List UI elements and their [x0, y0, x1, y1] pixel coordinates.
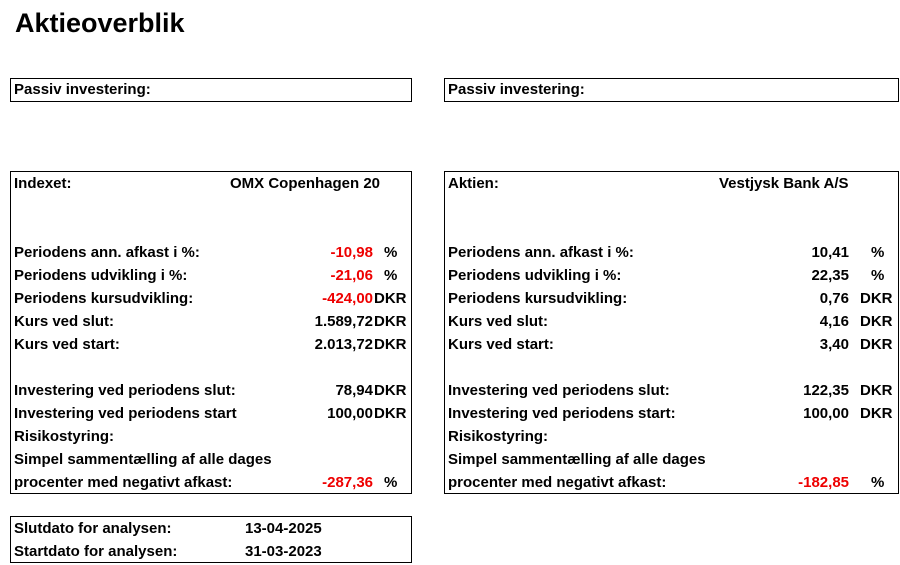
- index-price-start-unit: DKR: [374, 336, 407, 353]
- index-price-end-label: Kurs ved slut:: [14, 313, 115, 330]
- start-date-value: 31-03-2023: [245, 543, 322, 560]
- start-date-label: Startdato for analysen:: [14, 543, 178, 560]
- stock-name: Vestjysk Bank A/S: [719, 175, 849, 192]
- stock-invest-end-label: Investering ved periodens slut:: [448, 382, 670, 399]
- end-date-label: Slutdato for analysen:: [14, 520, 172, 537]
- index-invest-start-unit: DKR: [374, 405, 407, 422]
- stock-development-value: 22,35: [811, 267, 849, 284]
- index-risk-label: Risikostyring:: [14, 428, 115, 445]
- stock-price-start-unit: DKR: [860, 336, 893, 353]
- index-invest-end-value: 78,94: [335, 382, 373, 399]
- index-simple-sum-value: -287,36: [322, 474, 373, 491]
- stock-invest-start-unit: DKR: [860, 405, 893, 422]
- index-price-dev-label: Periodens kursudvikling:: [14, 290, 194, 307]
- stock-simple-sum-value: -182,85: [798, 474, 849, 491]
- stock-simple-sum-label-2: procenter med negativt afkast:: [448, 474, 667, 491]
- stock-simple-sum-label-1: Simpel sammentælling af alle dages: [448, 451, 706, 468]
- index-ann-return-unit: %: [384, 244, 398, 261]
- end-date-value: 13-04-2025: [245, 520, 322, 537]
- stock-price-dev-unit: DKR: [860, 290, 893, 307]
- passive-label-right: Passiv investering:: [448, 81, 585, 98]
- index-simple-sum-label-2: procenter med negativt afkast:: [14, 474, 233, 491]
- stock-price-dev-label: Periodens kursudvikling:: [448, 290, 628, 307]
- stock-invest-end-value: 122,35: [803, 382, 849, 399]
- stock-price-end-value: 4,16: [819, 313, 849, 330]
- index-price-start-value: 2.013,72: [314, 336, 373, 353]
- index-price-dev-value: -424,00: [322, 290, 373, 307]
- stock-label: Aktien:: [448, 175, 499, 192]
- stock-invest-start-label: Investering ved periodens start:: [448, 405, 676, 422]
- stock-invest-end-unit: DKR: [860, 382, 893, 399]
- stock-ann-return-value: 10,41: [811, 244, 849, 261]
- index-simple-sum-label-1: Simpel sammentælling af alle dages: [14, 451, 272, 468]
- passive-box-right: [444, 78, 899, 102]
- index-development-unit: %: [384, 267, 398, 284]
- stock-development-unit: %: [871, 267, 885, 284]
- stock-simple-sum-unit: %: [871, 474, 885, 491]
- index-ann-return-value: -10,98: [330, 244, 373, 261]
- index-price-end-value: 1.589,72: [314, 313, 373, 330]
- stock-development-label: Periodens udvikling i %:: [448, 267, 622, 284]
- stock-price-dev-value: 0,76: [819, 290, 849, 307]
- index-name: OMX Copenhagen 20: [230, 175, 381, 192]
- index-ann-return-label: Periodens ann. afkast i %:: [14, 244, 200, 261]
- stock-price-start-value: 3,40: [819, 336, 849, 353]
- stock-panel: [444, 171, 899, 494]
- page-title: Aktieoverblik: [15, 8, 185, 38]
- stock-price-end-label: Kurs ved slut:: [448, 313, 549, 330]
- index-price-dev-unit: DKR: [374, 290, 407, 307]
- index-development-value: -21,06: [330, 267, 373, 284]
- dates-box: [10, 516, 412, 563]
- index-label: Indexet:: [14, 175, 72, 192]
- index-simple-sum-unit: %: [384, 474, 398, 491]
- stock-risk-label: Risikostyring:: [448, 428, 549, 445]
- passive-label-left: Passiv investering:: [14, 81, 151, 98]
- passive-box-left: [10, 78, 412, 102]
- index-price-start-label: Kurs ved start:: [14, 336, 120, 353]
- stock-ann-return-unit: %: [871, 244, 885, 261]
- stock-price-start-label: Kurs ved start:: [448, 336, 554, 353]
- index-price-end-unit: DKR: [374, 313, 407, 330]
- index-invest-end-unit: DKR: [374, 382, 407, 399]
- stock-ann-return-label: Periodens ann. afkast i %:: [448, 244, 634, 261]
- index-panel: [10, 171, 412, 494]
- index-invest-start-value: 100,00: [327, 405, 373, 422]
- index-development-label: Periodens udvikling i %:: [14, 267, 188, 284]
- index-invest-start-label: Investering ved periodens start: [14, 405, 237, 422]
- index-invest-end-label: Investering ved periodens slut:: [14, 382, 236, 399]
- stock-price-end-unit: DKR: [860, 313, 893, 330]
- stock-invest-start-value: 100,00: [803, 405, 849, 422]
